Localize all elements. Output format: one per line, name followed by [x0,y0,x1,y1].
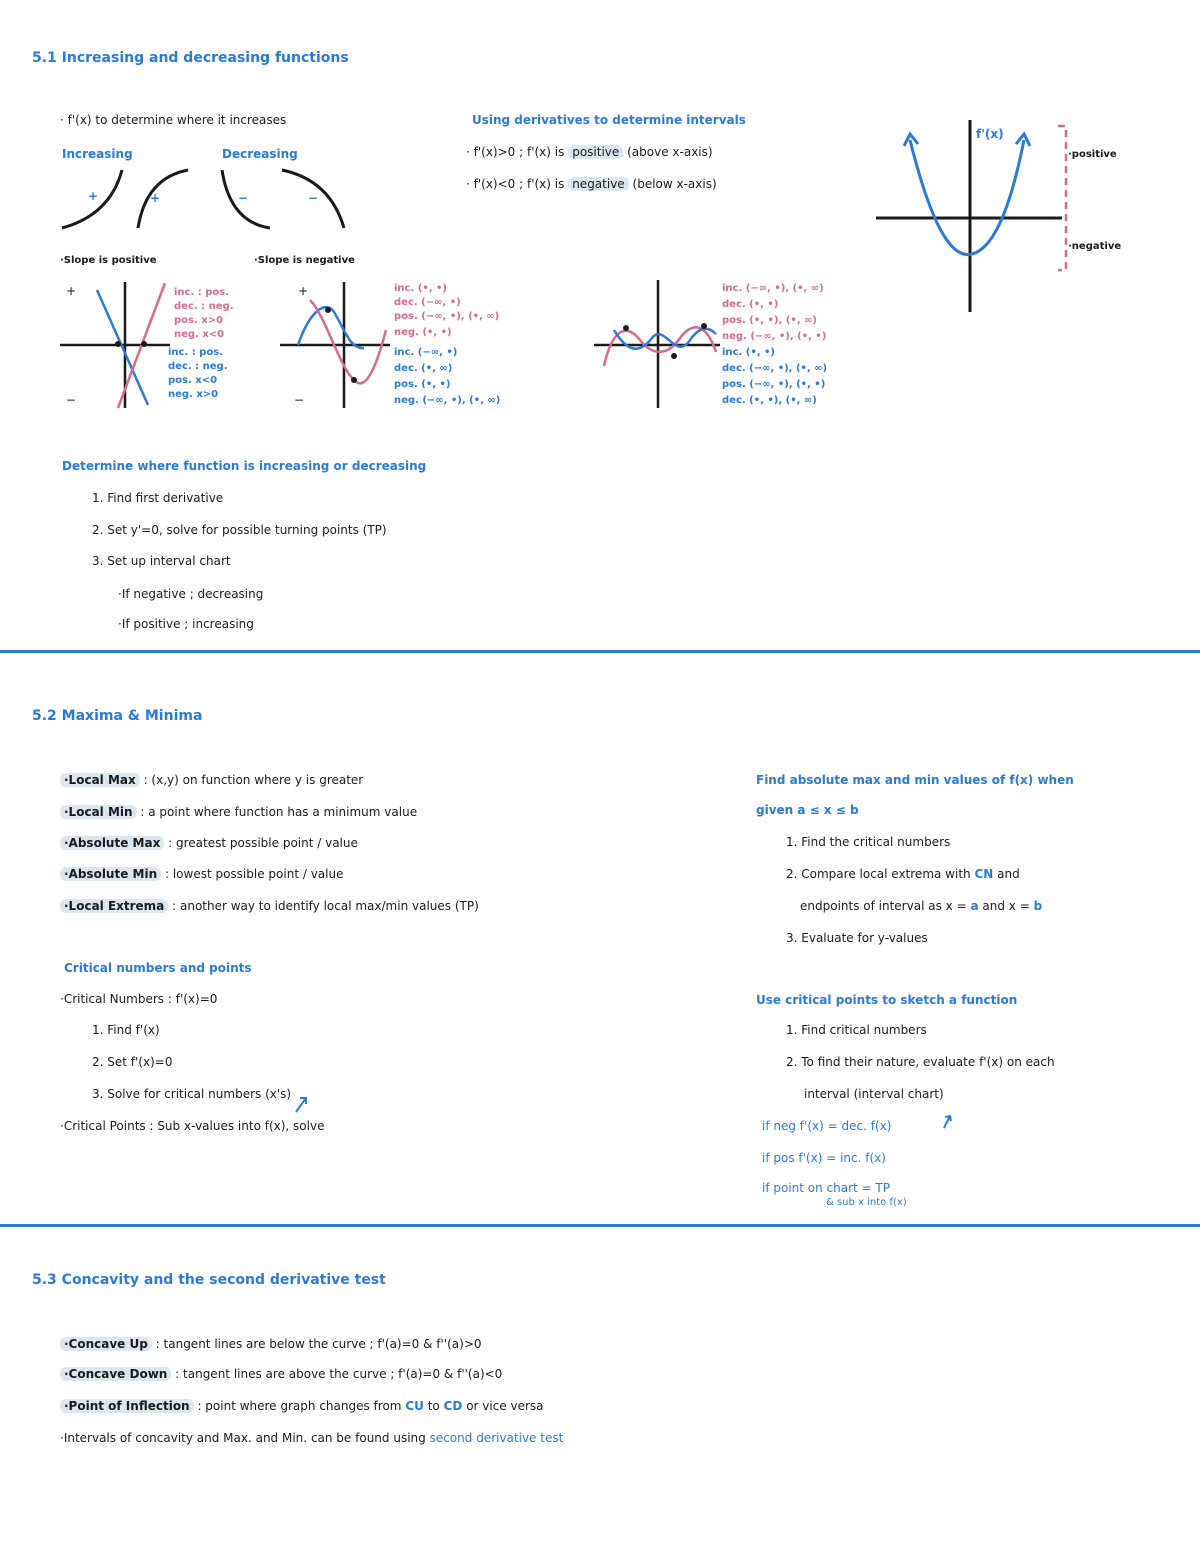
concavity-text: : point where graph changes from [197,1399,402,1413]
graph2-blue-label: dec. (•, ∞) [394,363,453,374]
definition-text: : (x,y) on function where y is greater [143,773,364,787]
sketch-rule: if neg f'(x) = dec. f(x) [762,1119,892,1133]
graph1-blue-label: pos. x<0 [168,375,218,386]
graph3-pink-label: dec. (•, •) [722,299,779,310]
definition-term: ·Absolute Min [60,867,161,881]
determine-title: Determine where function is increasing or decreasing [62,459,427,473]
absolute-step: 1. Find the critical numbers [786,835,951,849]
concavity-text: : tangent lines are below the curve ; f'(a)=0 & f''(a)>0 [155,1337,482,1351]
graph1-pink-label: dec. : neg. [174,301,234,312]
sketch-rule: & sub x into f(x) [826,1197,907,1208]
absolute-step [786,866,1020,882]
concavity-line [60,1398,544,1414]
graph1-pink-label: neg. x<0 [174,329,225,340]
absolute-step-text: and x = [982,899,1030,913]
concavity-term: ·Point of Inflection [60,1399,194,1413]
definition-line [60,835,358,851]
derivative-negative-text: · f'(x)<0 ; f'(x) is [466,177,565,191]
svg-text:−: − [294,393,305,407]
concavity-term: ·Concave Down [60,1367,171,1381]
second-derivative-test-link: second derivative test [429,1431,564,1445]
sketch-step: 1. Find critical numbers [786,1023,927,1037]
negative-highlight: negative [568,177,628,191]
critical-title: Critical numbers and points [64,961,252,975]
cu-highlight: CU [405,1399,424,1413]
cn-highlight: CN [974,867,994,881]
sketch-rule: if pos f'(x) = inc. f(x) [762,1151,886,1165]
negative-region-label: ·negative [1068,241,1122,252]
graph1-pink-label: inc. : pos. [174,287,230,298]
derivative-positive-line [466,144,713,160]
graph3-blue-label: pos. (−∞, •), (•, •) [722,379,826,390]
decreasing-label: Decreasing [222,147,298,161]
graph2-blue-label: inc. (−∞, •) [394,347,458,358]
determine-step: 1. Find first derivative [92,491,224,505]
absolute-title: Find absolute max and min values of f(x) when [756,773,1074,787]
concavity-text: or vice versa [466,1399,544,1413]
graph1-blue-label: dec. : neg. [168,361,228,372]
concavity-text: : tangent lines are above the curve ; f'(a)=0 & f''(a)<0 [175,1367,503,1381]
graph2-pink-label: pos. (−∞, •), (•, ∞) [394,311,500,322]
section-title-5-3: 5.3 Concavity and the second derivative test [32,1272,386,1288]
definition-term: ·Absolute Max [60,836,164,850]
definition-term: ·Local Extrema [60,899,168,913]
graph1-pink-label: pos. x>0 [174,315,224,326]
definition-text: : a point where function has a minimum value [140,805,418,819]
derivative-negative-line [466,176,717,192]
svg-text:−: − [66,393,77,407]
concavity-term: ·Concave Up [60,1337,152,1351]
graph2-blue-label: neg. (−∞, •), (•, ∞) [394,395,501,406]
graph2-pink-label: dec. (−∞, •) [394,297,461,308]
concavity-line [60,1430,563,1446]
definition-text: : another way to identify local max/min values (TP) [172,899,479,913]
critical-step: 1. Find f'(x) [92,1023,160,1037]
concavity-term: ·Intervals of concavity and Max. and Min. [60,1431,308,1445]
b-highlight: b [1033,899,1043,913]
graph1-blue-label: neg. x>0 [168,389,219,400]
definition-term: ·Local Min [60,805,137,819]
determine-step: 3. Set up interval chart [92,554,231,568]
definition-line [60,866,343,882]
sketch-step: interval (interval chart) [804,1087,944,1101]
concavity-line [60,1366,502,1382]
intro-text: · f'(x) to determine where it increases [60,113,287,127]
absolute-step: 3. Evaluate for y-values [786,931,928,945]
derivative-positive-text: · f'(x)>0 ; f'(x) is [466,145,565,159]
slope-negative-label: ·Slope is negative [254,255,355,266]
section-title-5-2: 5.2 Maxima & Minima [32,708,203,724]
section-title-5-1: 5.1 Increasing and decreasing functions [32,50,349,66]
absolute-step-continued [800,898,1042,914]
sketch-rule: if point on chart = TP [762,1181,890,1195]
slope-positive-label: ·Slope is positive [60,255,157,266]
determine-rule: ·If positive ; increasing [118,617,254,631]
concavity-text: can be found using [310,1431,426,1445]
derivative-positive-note: (above x-axis) [627,145,713,159]
definition-line [60,898,479,914]
graph2-blue-label: pos. (•, •) [394,379,451,390]
cd-highlight: CD [443,1399,463,1413]
minus-sign: − [238,191,249,205]
definition-text: : greatest possible point / value [168,836,358,850]
svg-text:+: + [66,284,77,298]
section-divider [0,650,1200,653]
plus-sign: + [88,189,99,203]
absolute-step-text: and [997,867,1020,881]
critical-step: 3. Solve for critical numbers (x's) [92,1087,292,1101]
graph3-pink-label: pos. (•, •), (•, ∞) [722,315,817,326]
graph3-pink-label: neg. (−∞, •), (•, •) [722,331,827,342]
concavity-text: to [427,1399,440,1413]
definition-term: ·Local Max [60,773,140,787]
determine-rule: ·If negative ; decreasing [118,587,264,601]
graph3-blue-label: dec. (•, •), (•, ∞) [722,395,817,406]
graph2-pink-label: inc. (•, •) [394,283,447,294]
graph2-pink-label: neg. (•, •) [394,327,452,338]
positive-highlight: positive [568,145,623,159]
absolute-step-text: endpoints of interval as x = [800,899,967,913]
derivative-negative-note: (below x-axis) [632,177,717,191]
positive-region-label: ·positive [1068,149,1117,160]
parabola-label: f'(x) [976,127,1004,141]
critical-points: ·Critical Points : Sub x-values into f(x), solve [60,1119,325,1133]
svg-text:+: + [298,284,309,298]
graph1-blue-label: inc. : pos. [168,347,224,358]
minus-sign: − [308,191,319,205]
definition-text: : lowest possible point / value [164,867,344,881]
a-highlight: a [970,899,979,913]
critical-numbers: ·Critical Numbers : f'(x)=0 [60,992,218,1006]
graph3-blue-label: inc. (•, •) [722,347,775,358]
derivatives-title: Using derivatives to determine intervals [472,113,746,127]
critical-step: 2. Set f'(x)=0 [92,1055,173,1069]
graph3-blue-label: dec. (−∞, •), (•, ∞) [722,363,828,374]
definition-line [60,772,363,788]
determine-step: 2. Set y'=0, solve for possible turning points (TP) [92,523,387,537]
section-divider [0,1224,1200,1227]
sketch-step: 2. To find their nature, evaluate f'(x) on each [786,1055,1055,1069]
absolute-step-text: 2. Compare local extrema with [786,867,971,881]
definition-line [60,804,417,820]
graph3-pink-label: inc. (−∞, •), (•, ∞) [722,283,824,294]
plus-sign: + [150,191,161,205]
concavity-line [60,1336,482,1352]
sketch-title: Use critical points to sketch a function [756,993,1018,1007]
absolute-title-interval: given a ≤ x ≤ b [756,803,859,817]
increasing-label: Increasing [62,147,133,161]
